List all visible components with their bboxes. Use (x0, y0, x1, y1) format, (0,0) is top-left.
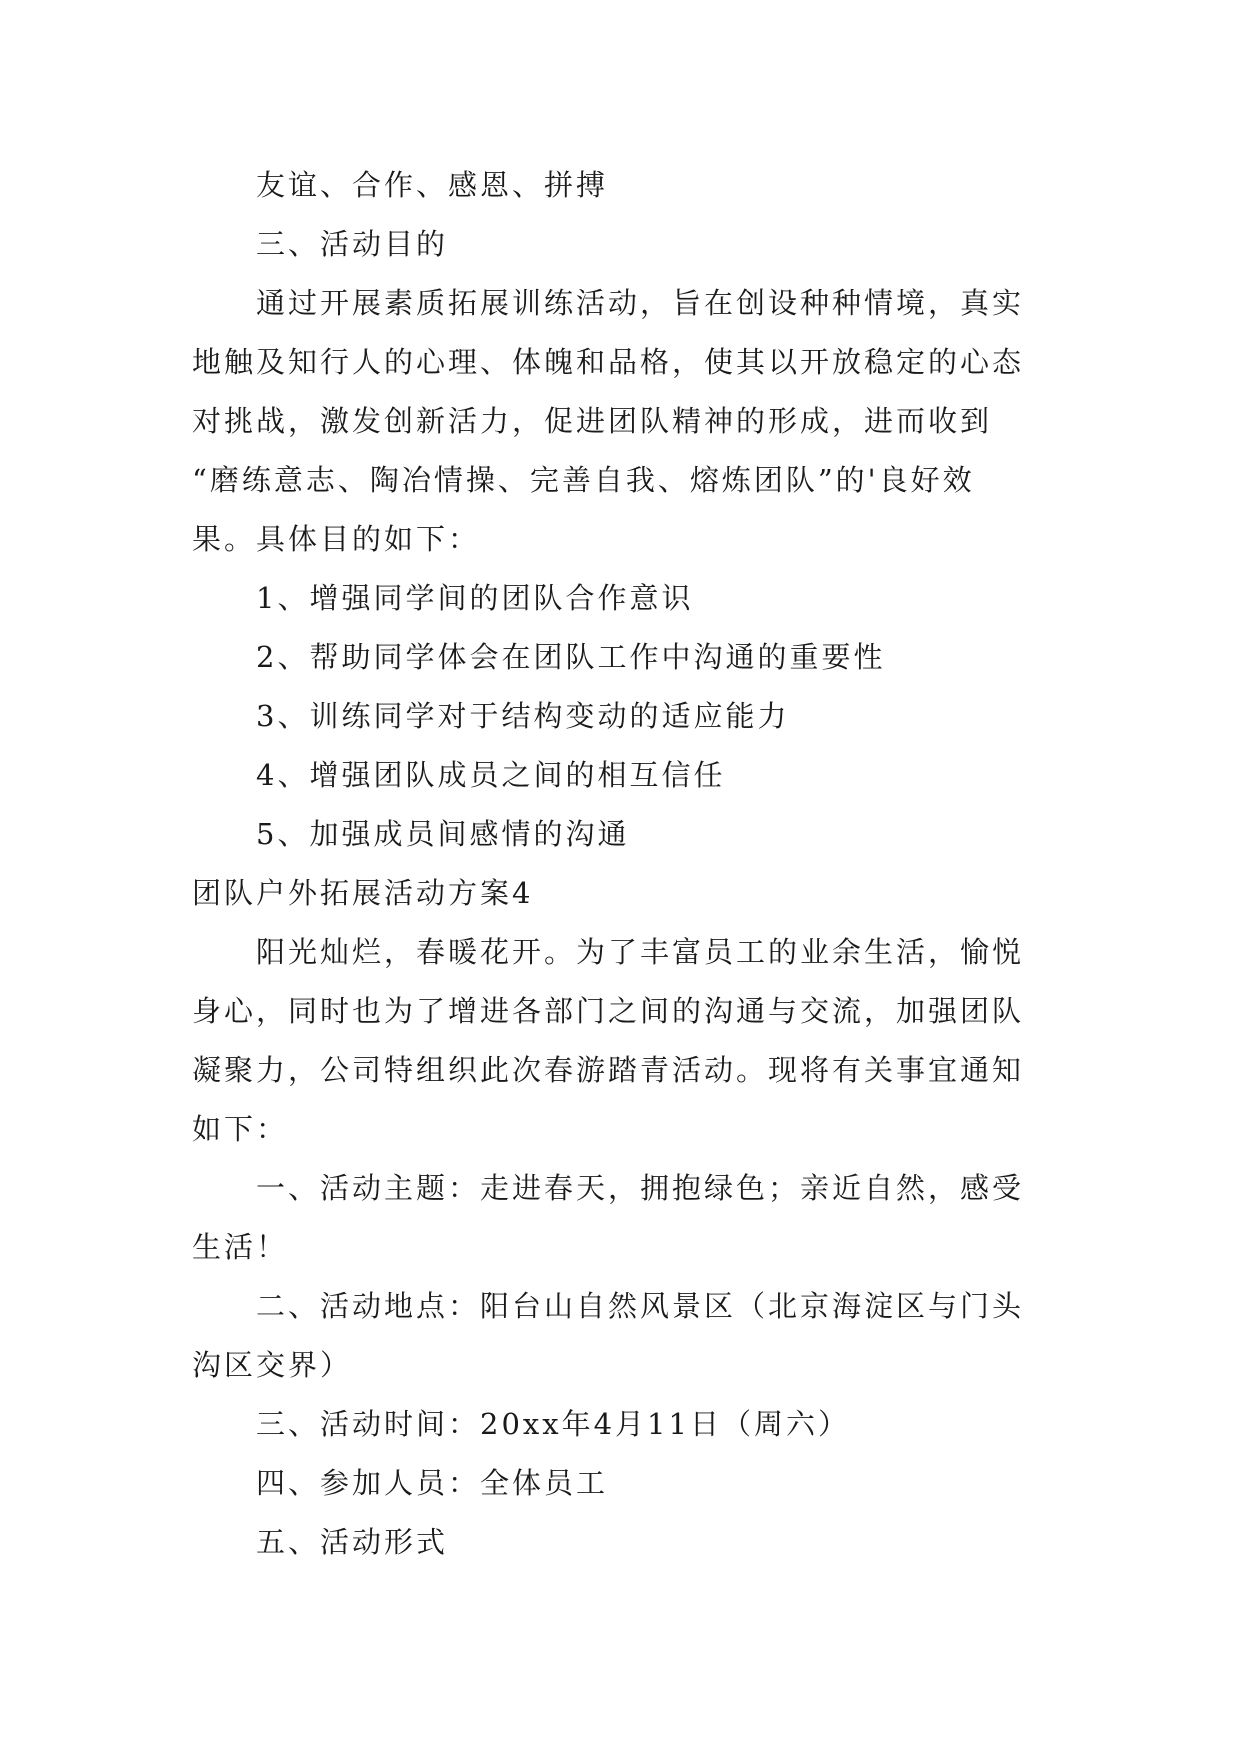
list-item: 4、增强团队成员之间的相互信任 (256, 758, 726, 792)
document-body (192, 156, 1060, 1572)
paragraph-line: 沟区交界） (192, 1348, 353, 1382)
list-item: 5、加强成员间感情的沟通 (256, 817, 630, 851)
paragraph-line: 凝聚力，公司特组织此次春游踏青活动。现将有关事宜通知 (192, 1053, 1025, 1087)
list-item: 1、增强同学间的团队合作意识 (256, 581, 694, 615)
paragraph-line: 一、活动主题：走进春天，拥抱绿色；亲近自然，感受 (256, 1171, 1025, 1205)
paragraph-line: 对挑战，激发创新活力，促进团队精神的形成，进而收到 (192, 404, 993, 438)
paragraph-line: 四、参加人员：全体员工 (256, 1466, 609, 1500)
paragraph-line: 三、活动时间：20xx年4月11日（周六） (256, 1407, 850, 1441)
paragraph-line: 地触及知行人的心理、体魄和品格，使其以开放稳定的心态 (192, 345, 1025, 379)
paragraph-line: 二、活动地点：阳台山自然风景区（北京海淀区与门头 (256, 1289, 1025, 1323)
paragraph-line: 通过开展素质拓展训练活动，旨在创设种种情境，真实 (256, 286, 1025, 320)
paragraph-line: 身心，同时也为了增进各部门之间的沟通与交流，加强团队 (192, 994, 1025, 1028)
paragraph-line: 五、活动形式 (256, 1525, 449, 1559)
list-item: 3、训练同学对于结构变动的适应能力 (256, 699, 790, 733)
paragraph-line: 阳光灿烂，春暖花开。为了丰富员工的业余生活，愉悦 (256, 935, 1025, 969)
paragraph-line: 如下： (192, 1112, 289, 1146)
paragraph-line: 果。具体目的如下： (192, 522, 481, 556)
document-section-title: 团队户外拓展活动方案4 (192, 876, 534, 910)
paragraph-line: 生活！ (192, 1230, 289, 1264)
paragraph-line: “磨练意志、陶冶情操、完善自我、熔炼团队”的'良好效 (192, 463, 975, 497)
paragraph-line: 友谊、合作、感恩、拼搏 (256, 168, 609, 202)
list-item: 2、帮助同学体会在团队工作中沟通的重要性 (256, 640, 886, 674)
section-heading: 三、活动目的 (256, 227, 449, 261)
